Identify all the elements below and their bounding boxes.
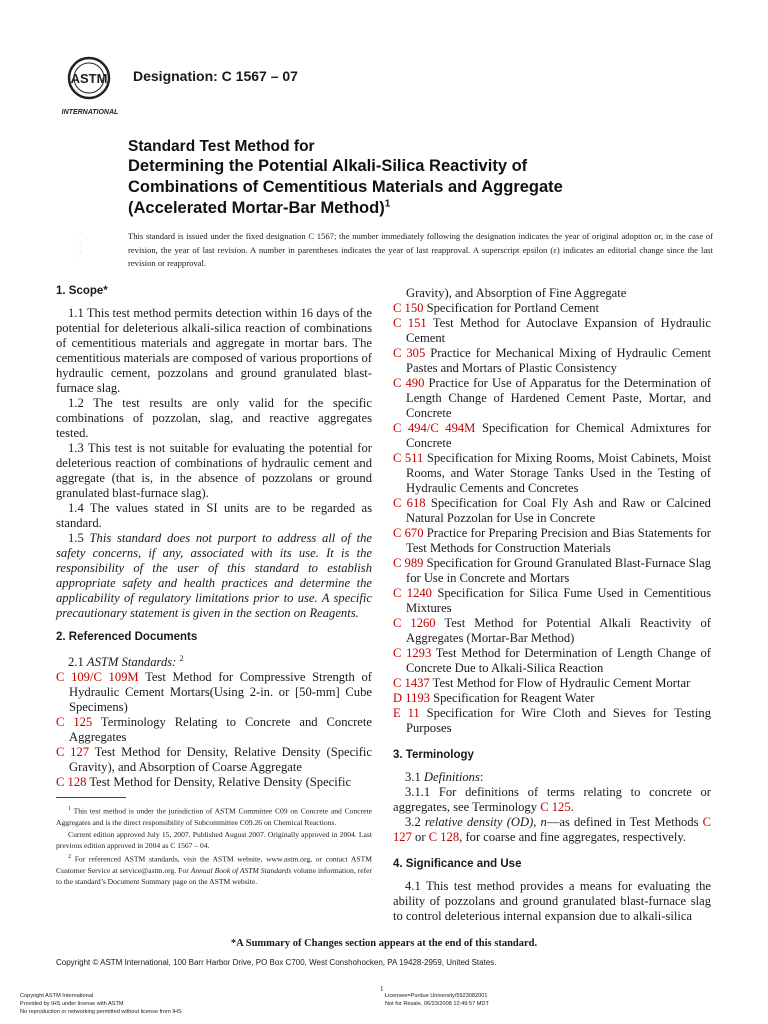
epsilon-symbol: ε	[553, 244, 557, 255]
reference-title: Test Method for Potential Alkali Reactivity of Aggregates (Mortar-Bar Method)	[406, 616, 711, 645]
document-title	[128, 137, 688, 219]
title-line-2: Determining the Potential Alkali-Silica Reactivity of	[128, 157, 528, 175]
footnote-rule	[56, 797, 126, 798]
reference-item	[393, 376, 711, 421]
reference-code-link[interactable]: C 127	[56, 745, 90, 760]
reference-item	[56, 775, 372, 790]
reference-item	[393, 451, 711, 496]
summary-of-changes-note: *A Summary of Changes section appears at the end of this standard.	[230, 938, 538, 949]
title-line-4: (Accelerated Mortar-Bar Method)	[128, 199, 385, 217]
reference-code-link[interactable]: C 150	[393, 301, 424, 315]
margin-marks: · · · · · · ·	[76, 230, 82, 266]
reference-item	[393, 586, 711, 616]
reference-code-link[interactable]: C 618	[393, 496, 426, 510]
reference-title: Test Method for Compressive Strength of Hydraulic Cement Mortars(Using 2-in. or [50-mm] Cube Specimens)	[69, 670, 372, 715]
ref-link-c125[interactable]: C 125	[540, 800, 571, 814]
page-number: 1	[380, 985, 384, 993]
reference-item	[393, 301, 711, 316]
paragraph-3-1-1: 3.1.1 For definitions of terms relating to concrete or aggregates, see Terminology C 125.	[393, 785, 711, 814]
section-heading-terminology: 3. Terminology	[393, 749, 474, 761]
reference-code-link[interactable]: C 989	[393, 556, 424, 570]
paragraph-1-1: 1.1 This test method permits detection within 16 days of the potential for deleterious alkali-silica reaction of combinations of cementitious materials and aggregate in mortar bars. The cementitious materials are composed of various proportions of hydraulic cement, pozzolans and ground granulated blast-furnace slag.	[56, 306, 372, 395]
reference-code-link[interactable]: E 11	[393, 706, 420, 720]
paragraph-1-3: 1.3 This test is not suitable for evaluating the potential for deleterious reaction of combinations of hydraulic cement and aggregate (that is, in the absence of pozzolans or ground granulated blast-furnace slag).	[56, 441, 372, 500]
ref-link-c127[interactable]: C 127	[393, 815, 711, 844]
reference-item	[56, 715, 372, 745]
reference-item	[393, 706, 711, 736]
reference-title: Practice for Use of Apparatus for the Determination of Length Change of Hardened Cement Paste, Mortar, and Concrete	[406, 376, 711, 420]
paragraph-3-1: 3.1 Definitions:	[405, 770, 484, 784]
paragraph-1-5: 1.5 This standard does not purport to address all of the safety concerns, if any, associated with its use. It is the responsibility of the user of this standard to establish appropriate safety and health practices and determine the applicability of regulatory limitations prior to use. A specific precautionary statement is given in the section on Reagents.	[56, 531, 372, 620]
reference-item	[393, 616, 711, 646]
reference-code-link[interactable]: C 1260	[393, 616, 436, 630]
astm-logo	[55, 52, 125, 118]
title-line-1: Standard Test Method for	[128, 138, 315, 155]
reference-item	[393, 346, 711, 376]
issuance-notice: This standard is issued under the fixed designation C 1567; the number immediately following the designation indicates the year of original adoption or, in the case of revision, the year of last revision. A number in parentheses indicates the year of last reapproval. A superscript epsilon (ε) indicates an editorial change since the last revision or reapproval.	[128, 231, 713, 268]
reference-title: Practice for Mechanical Mixing of Hydraulic Cement Pastes and Mortars of Plastic Consistency	[406, 346, 711, 375]
reference-title: Specification for Chemical Admixtures for Concrete	[406, 421, 711, 450]
reference-list-left	[56, 670, 372, 790]
reference-code-link[interactable]: C 1437	[393, 676, 430, 690]
section-heading-scope: 1. Scope*	[56, 285, 108, 297]
paragraph-3-2: 3.2 relative density (OD), n—as defined in Test Methods C 127 or C 128, for coarse and fine aggregates, respectively.	[393, 815, 711, 844]
paragraph-2-1: 2.1 ASTM Standards: $^2$	[68, 654, 184, 670]
reference-item	[56, 670, 372, 715]
reference-item	[393, 691, 711, 706]
reference-title: Terminology Relating to Concrete and Concrete Aggregates	[69, 715, 372, 745]
reference-code-link[interactable]: C 151	[393, 316, 427, 330]
reference-title: Test Method for Density, Relative Density (Specific Gravity), and Absorption of Coarse Aggregate	[69, 745, 372, 775]
paragraph-1-4: 1.4 The values stated in SI units are to be regarded as standard.	[56, 501, 372, 530]
paragraph-4-1: 4.1 This test method provides a means for evaluating the ability of pozzolans and ground granulated blast-furnace slag to control deleterious internal expansion due to alkali-silica	[393, 879, 711, 923]
reference-title: Specification for Ground Granulated Blast-Furnace Slag for Use in Concrete and Mortars	[406, 556, 711, 585]
reference-code-link[interactable]: C 109/C 109M	[56, 670, 139, 685]
paragraph-1-2: 1.2 The test results are only valid for the specific combinations of pozzolan, slag, and reactive aggregates tested.	[56, 396, 372, 440]
reference-list-right	[393, 301, 711, 736]
reference-item	[393, 316, 711, 346]
reference-item	[393, 556, 711, 586]
reference-title: Test Method for Determination of Length Change of Concrete Due to Alkali-Silica Reaction	[406, 646, 711, 675]
logo-text: ASTM	[70, 71, 108, 86]
right-column	[393, 286, 711, 924]
reference-code-link[interactable]: C 125	[56, 715, 93, 730]
reference-title: Practice for Preparing Precision and Bias Statements for Test Methods for Construction Materials	[406, 526, 711, 555]
footnote-2: $^2$ For referenced ASTM standards, visit the ASTM website, www.astm.org, or contact ASTM Customer Service at service@astm.org. For Annual Book of ASTM Standards volume information, refer to the standard’s Document Summary page on the ASTM website.	[56, 853, 373, 887]
reference-code-link[interactable]: C 494/C 494M	[393, 421, 476, 435]
reference-item	[393, 676, 711, 691]
reference-code-link[interactable]: C 511	[393, 451, 424, 465]
reference-item	[393, 646, 711, 676]
logo-subtext: INTERNATIONAL	[61, 109, 119, 116]
footnote-1-edition: Current edition approved July 15, 2007. Published August 2007. Originally approved in 2004. Last previous edition approved in 2004 as C 1567 – 04.	[56, 829, 372, 851]
reference-code-link[interactable]: C 670	[393, 526, 424, 540]
license-notice-right: Licensee=Purdue University/5923082001 Not for Resale, 06/23/2008 12:49:57 MDT	[385, 993, 489, 1007]
ref-link-c128[interactable]: C 128	[428, 830, 460, 844]
reference-item	[393, 496, 711, 526]
license-notice-left: Copyright ASTM International Provided by IHS under license with ASTM No reproduction or networking permitted without license from IHS	[20, 993, 182, 1015]
reference-code-link[interactable]: C 128	[56, 775, 87, 790]
section-heading-referenced: 2. Referenced Documents	[56, 631, 198, 643]
reference-item	[393, 526, 711, 556]
reference-code-link[interactable]: D 1193	[393, 691, 430, 705]
left-column	[56, 284, 372, 790]
section-heading-significance: 4. Significance and Use	[393, 858, 522, 870]
reference-title: Specification for Coal Fly Ash and Raw or Calcined Natural Pozzolan for Use in Concrete	[406, 496, 711, 525]
reference-item	[393, 421, 711, 451]
reference-title: Test Method for Autoclave Expansion of Hydraulic Cement	[406, 316, 711, 345]
reference-title: Specification for Silica Fume Used in Cementitious Mixtures	[406, 586, 711, 615]
reference-title: Test Method for Flow of Hydraulic Cement Mortar	[429, 676, 691, 690]
reference-title: Specification for Reagent Water	[429, 691, 595, 705]
reference-code-link[interactable]: C 1240	[393, 586, 432, 600]
footnotes	[56, 804, 372, 888]
title-footnote-mark: 1	[384, 198, 391, 210]
reference-title: Specification for Wire Cloth and Sieves for Testing Purposes	[406, 706, 711, 735]
copyright-line: Copyright © ASTM International, 100 Barr Harbor Drive, PO Box C700, West Conshohocken, PA 19428-2959, United States.	[56, 958, 497, 967]
reference-item	[56, 745, 372, 775]
reference-title: Specification for Mixing Rooms, Moist Cabinets, Moist Rooms, and Water Storage Tanks Used in the Testing of Hydraulic Cements and Concretes	[406, 451, 711, 495]
reference-code-link[interactable]: C 305	[393, 346, 426, 360]
reference-code-link[interactable]: C 490	[393, 376, 425, 390]
reference-title: Test Method for Density, Relative Density (Specific	[86, 775, 352, 790]
designation: Designation: C 1567 – 07	[133, 68, 298, 84]
reference-continuation: Gravity), and Absorption of Fine Aggregate	[406, 286, 627, 300]
title-line-3: Combinations of Cementitious Materials and Aggregate	[128, 178, 563, 196]
footnote-1: $^1$ This test method is under the jurisdiction of ASTM Committee C09 on Concrete and Concrete Aggregates and is the direct responsibility of Subcommittee C09.26 on Chemical Reactions.	[56, 806, 372, 828]
reference-code-link[interactable]: C 1293	[393, 646, 432, 660]
reference-title: Specification for Portland Cement	[423, 301, 600, 315]
